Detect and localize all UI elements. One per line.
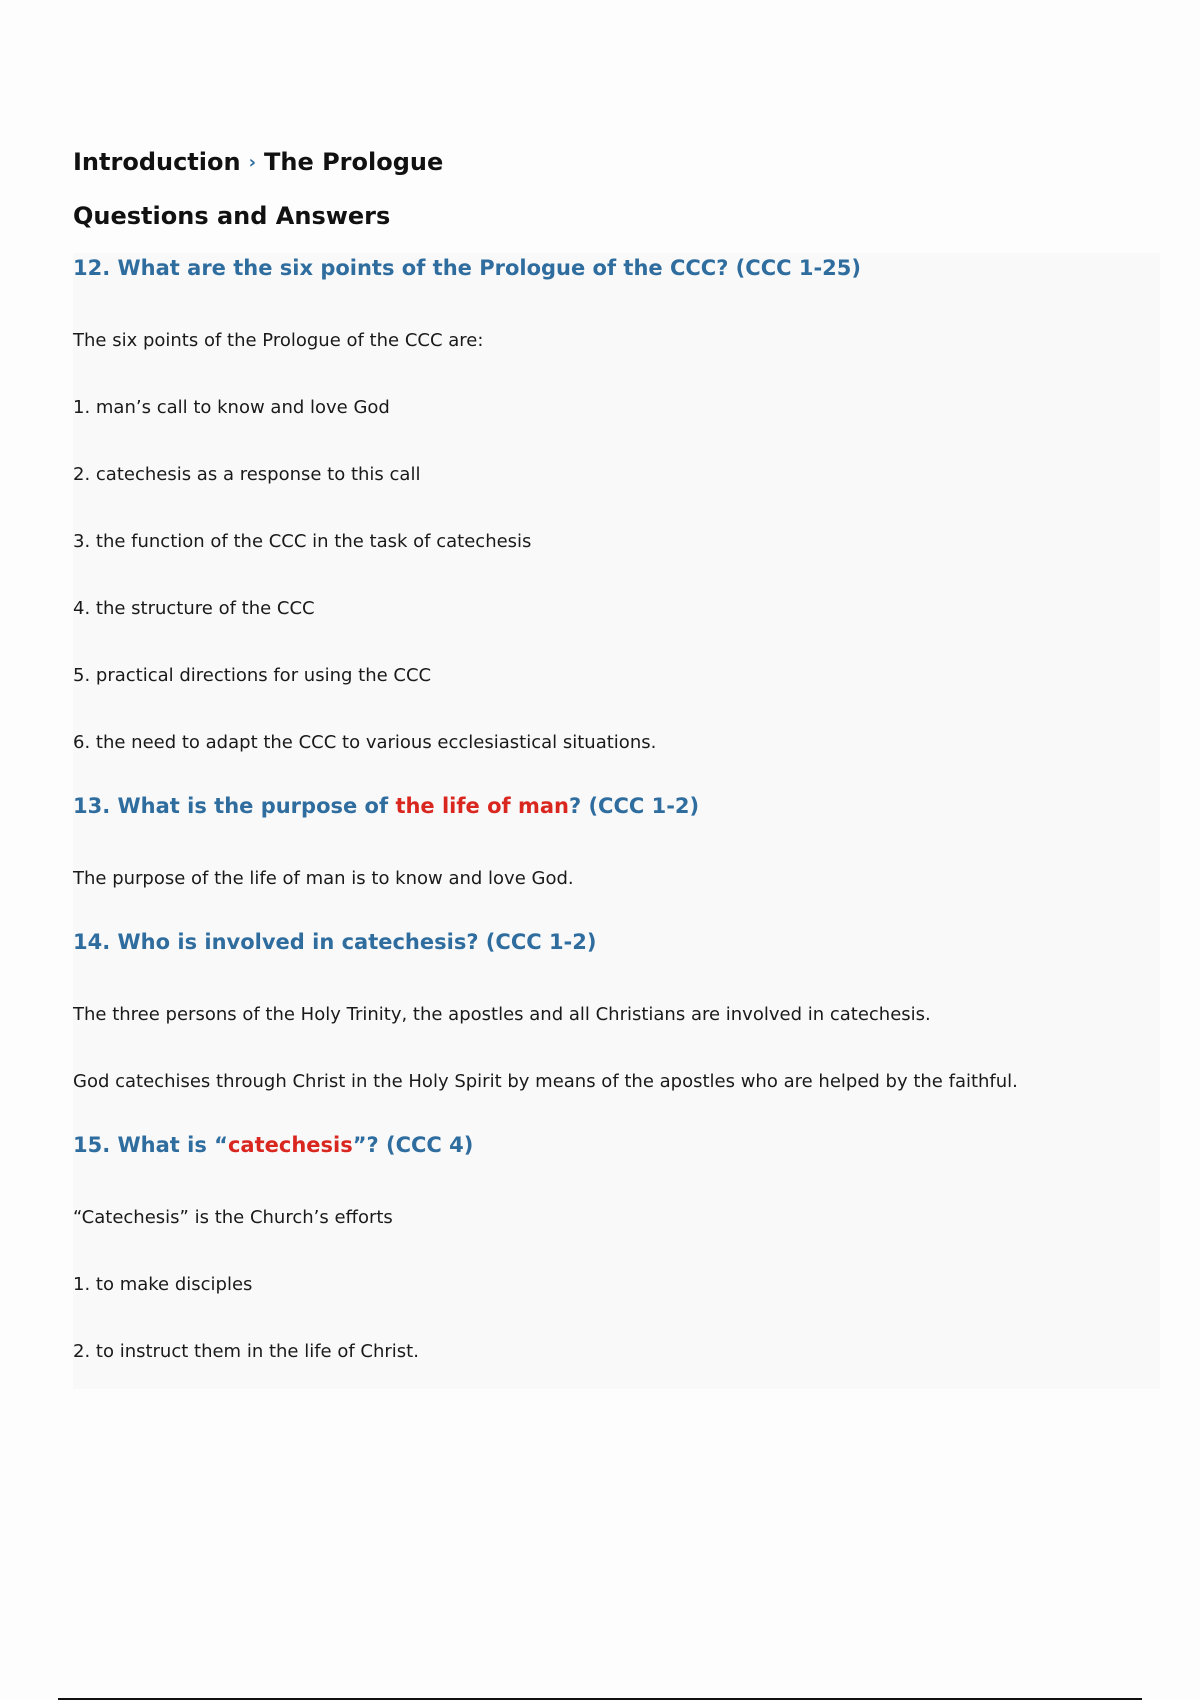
answer-text: God catechises through Christ in the Holy Spirit by means of the apostles who are helped by the faithful. — [73, 1071, 1018, 1092]
list-item: 2. catechesis as a response to this call — [73, 464, 421, 485]
question-text-end: ”? (CCC 4) — [352, 1133, 474, 1157]
answer-text: The three persons of the Holy Trinity, the apostles and all Christians are involved in catechesis. — [73, 1004, 931, 1025]
breadcrumb-separator-icon: › — [248, 152, 256, 173]
question-text-end: ? (CCC 1-2) — [568, 794, 700, 818]
answer-intro: The six points of the Prologue of the CCC are: — [73, 330, 484, 351]
list-item: 1. man’s call to know and love God — [73, 397, 390, 418]
question-highlight: catechesis — [227, 1133, 353, 1157]
question-text: Who is involved in catechesis? (CCC 1-2) — [117, 930, 597, 954]
question-highlight: the life of man — [395, 794, 569, 818]
question-15-title — [73, 1130, 1160, 1160]
list-item: 5. practical directions for using the CCC — [73, 665, 432, 686]
question-text: What is “ — [117, 1133, 228, 1157]
question-number: 14. — [73, 930, 111, 954]
list-item: 2. to instruct them in the life of Christ. — [73, 1341, 419, 1362]
question-14-title — [73, 927, 1160, 957]
list-item: 3. the function of the CCC in the task of catechesis — [73, 531, 532, 552]
breadcrumb — [73, 138, 1160, 186]
question-number: 13. — [73, 794, 111, 818]
list-item: 4. the structure of the CCC — [73, 598, 315, 619]
list-item: 6. the need to adapt the CCC to various ecclesiastical situations. — [73, 732, 657, 753]
question-12-title — [73, 253, 1160, 283]
qa-list — [73, 253, 1160, 1389]
question-number: 15. — [73, 1133, 111, 1157]
question-text: What are the six points of the Prologue of the CCC? (CCC 1-25) — [117, 256, 861, 280]
answer-intro: “Catechesis” is the Church’s efforts — [73, 1207, 393, 1228]
question-13-title — [73, 791, 1160, 821]
answer-text: The purpose of the life of man is to know and love God. — [73, 868, 574, 889]
section-title: Questions and Answers — [73, 202, 391, 230]
breadcrumb-item-the-prologue: The Prologue — [264, 148, 444, 176]
list-item: 1. to make disciples — [73, 1274, 253, 1295]
page-content — [73, 138, 1160, 1389]
question-text: What is the purpose of — [117, 794, 396, 818]
breadcrumb-item-introduction[interactable]: Introduction — [73, 148, 241, 176]
question-number: 12. — [73, 256, 111, 280]
